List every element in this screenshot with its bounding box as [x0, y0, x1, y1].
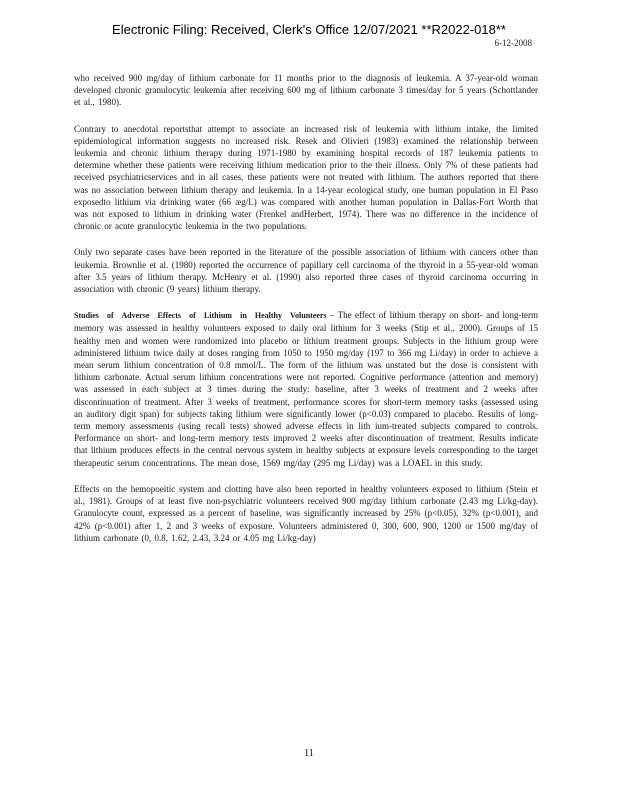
paragraph-healthy-volunteers-text: – The effect of lithium therapy on short- and long-term memory was assessed in healthy volunteers exposed to daily oral lithium for 3 weeks (Stip et al., 2000). Groups of 15 healthy men and women were randomized into placebo or lithium treatment groups. Subjects in the lithium group were administered lithium twice daily at doses ranging from 1050 to 1950 mg/day (197 to 366 mg Li/day) in order to achieve a mean serum lithium concentration of 0.8 mmol/L. The form of the lithium was unstated but the dose is consistent with lithium carbonate. Actual serum lithium concentrations were not reported. Cognitive performance (attention and memory) was assessed in each subject at 3 times during the study: baseline, after 3 weeks of treatment and 2 weeks after discontinuation of treatment. After 3 weeks of treatment, performance scores for short-term memory tasks (assessed using an auditory digit span) for subjects taking lithium were significantly lower (p<0.03) compared to placebo. Results of long-term memory assessments (using recall tests) showed adverse effects in lith ium-treated subjects compared to controls. Performance on short- and long-term memory tests improved 2 weeks after discontinuation of treatment. Results indicate that lithium produces effects in the central nervous system in healthy subjects at exposure levels corresponding to the target therapeutic serum concentrations. The mean dose, 1569 mg/day (295 mg Li/day) was a LOAEL in this study. [74, 310, 538, 468]
page-number: 11 [304, 748, 314, 759]
document-body [74, 72, 538, 558]
document-date: 6-12-2008 [494, 38, 532, 48]
filing-stamp-header: Electronic Filing: Received, Clerk's Office 12/07/2021 **R2022-018** [112, 22, 506, 37]
paragraph-other-cancers: Only two separate cases have been reported in the literature of the possible association of lithium with cancers other than leukemia. Brownlie et al. (1980) reported the occurrence of papillary cell carcinoma of the thyroid in a 55-year-old woman after 3.5 years of lithium therapy. McHenry et al. (1990) also reported three cases of thyroid carcinoma occurring in association with chronic (9 years) lithium therapy. [74, 247, 538, 295]
section-subheading: Studies of Adverse Effects of Lithium in Healthy Volunteers [74, 311, 327, 321]
paragraph-epidemiology: Contrary to anecdotal reportsthat attempt to associate an increased risk of leukemia with lithium intake, the limited epidemiological information suggests no increased risk. Resek and Olivieri (1983) examined the relationship between leukemia and chronic lithium therapy during 1971-1980 by examining hospital records of 187 leukemia patients to determine whether these patients were receiving lithium medication prior to the their illness. Only 7% of these patients had received psychiatricservices and in all cases, these patients were not treated with lithium. The authors reported that there was no association between lithium therapy and leukemia. In a 14-year ecological study, one human population in El Paso exposedto lithium via drinking water (66 æg/L) was compared with another human population in Dallas-Fort Worth that was not exposed to lithium in drinking water (Frenkel andHerbert, 1974). There was no difference in the incidence of chronic or acute granulocytic leukemia in the two populations. [74, 123, 538, 232]
paragraph-healthy-volunteers [74, 309, 538, 469]
paragraph-leukemia-cases: who received 900 mg/day of lithium carbonate for 11 months prior to the diagnosis of leukemia. A 37-year-old woman developed chronic granulocytic leukemia after receiving 600 mg of lithium carbonate 3 times/day for 5 years (Schottlander et al., 1980). [74, 73, 538, 108]
paragraph-hemopoietic-effects: Effects on the hemopoeitic system and clotting have also been reported in healthy volunteers exposed to lithium (Stein et al., 1981). Groups of at least five non-psychiatric volunteers received 900 mg/day lithium carbonate (2.43 mg Li/kg-day). Granulocyte count, expressed as a percent of baseline, was significantly increased by 25% (p<0.05), 32% (p<0.001), and 42% (p<0.001) after 1, 2 and 3 weeks of exposure. Volunteers administered 0, 300, 600, 900, 1200 or 1500 mg/day of lithium carbonate (0, 0.8, 1.62, 2.43, 3.24 or 4.05 mg Li/kg-day) [74, 483, 538, 543]
